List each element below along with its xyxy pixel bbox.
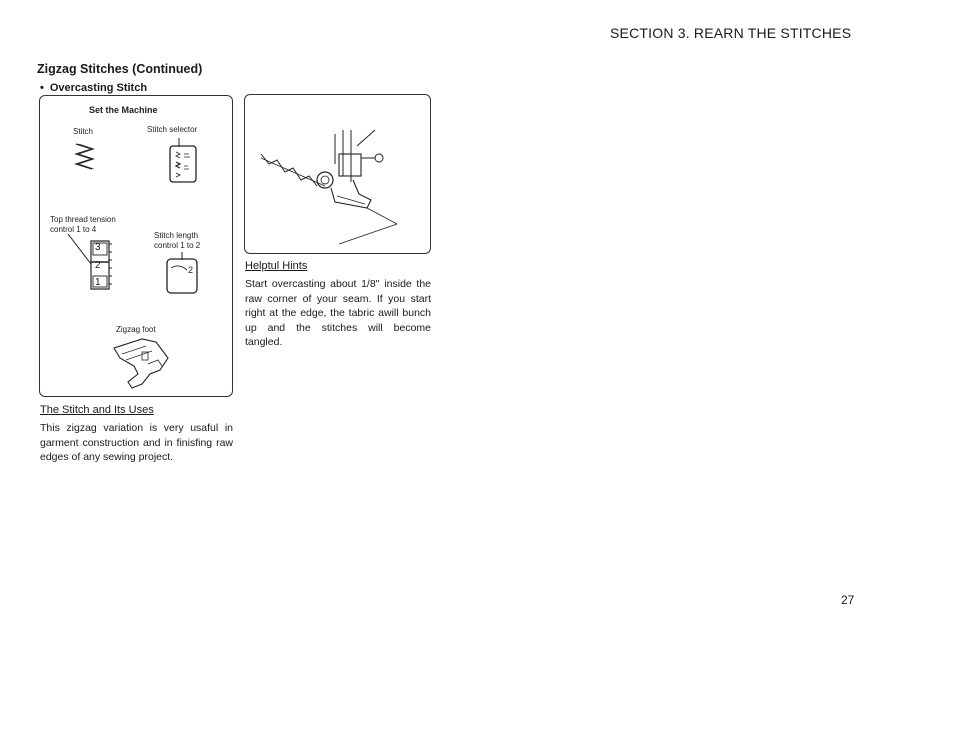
tension-label-line2: control 1 to 4 <box>50 225 97 234</box>
panel-title: Set the Machine <box>89 105 158 115</box>
zigzag-foot-icon <box>112 336 174 392</box>
overcasting-illustration <box>255 124 425 248</box>
stitch-selector-label: Stitch selector <box>147 125 198 134</box>
zigzag-stitch-icon <box>74 142 96 172</box>
tension-label-line1: Top thread tension <box>50 215 116 224</box>
hints-body: Start overcasting about 1/8'' inside the raw corner of your seam. If you start right at the edge, the tabric awill bunch up and the stitches will become tangled. <box>245 278 431 349</box>
bullet-icon: • <box>40 82 44 94</box>
foot-label: Zigzag foot <box>116 325 156 334</box>
page-heading: Zigzag Stitches (Continued) <box>37 62 203 76</box>
stitch-length-dial-icon <box>165 252 199 296</box>
subheading-text: Overcasting Stitch <box>49 82 148 94</box>
length-label-line2: control 1 to 2 <box>154 241 201 250</box>
tension-scale-3: 3 <box>95 242 101 253</box>
stitch-label: Stitch <box>73 127 94 136</box>
page-number: 27 <box>841 593 855 607</box>
stitch-selector-icon <box>168 138 198 184</box>
hints-title: Helptul Hints <box>245 260 308 272</box>
tension-scale-1: 1 <box>95 277 101 288</box>
section-title: SECTION 3. REARN THE STITCHES <box>610 25 852 41</box>
tension-scale-2: 2 <box>95 260 101 271</box>
uses-body: This zigzag variation is very usaful in garment construction and in finisfing raw edges of any sewing project. <box>40 422 233 464</box>
subheading <box>40 82 147 94</box>
length-dial-mark: 2 <box>188 265 194 275</box>
uses-title: The Stitch and Its Uses <box>40 404 154 416</box>
tension-control-icon <box>64 232 114 292</box>
length-label-line1: Stitch length <box>154 231 199 240</box>
